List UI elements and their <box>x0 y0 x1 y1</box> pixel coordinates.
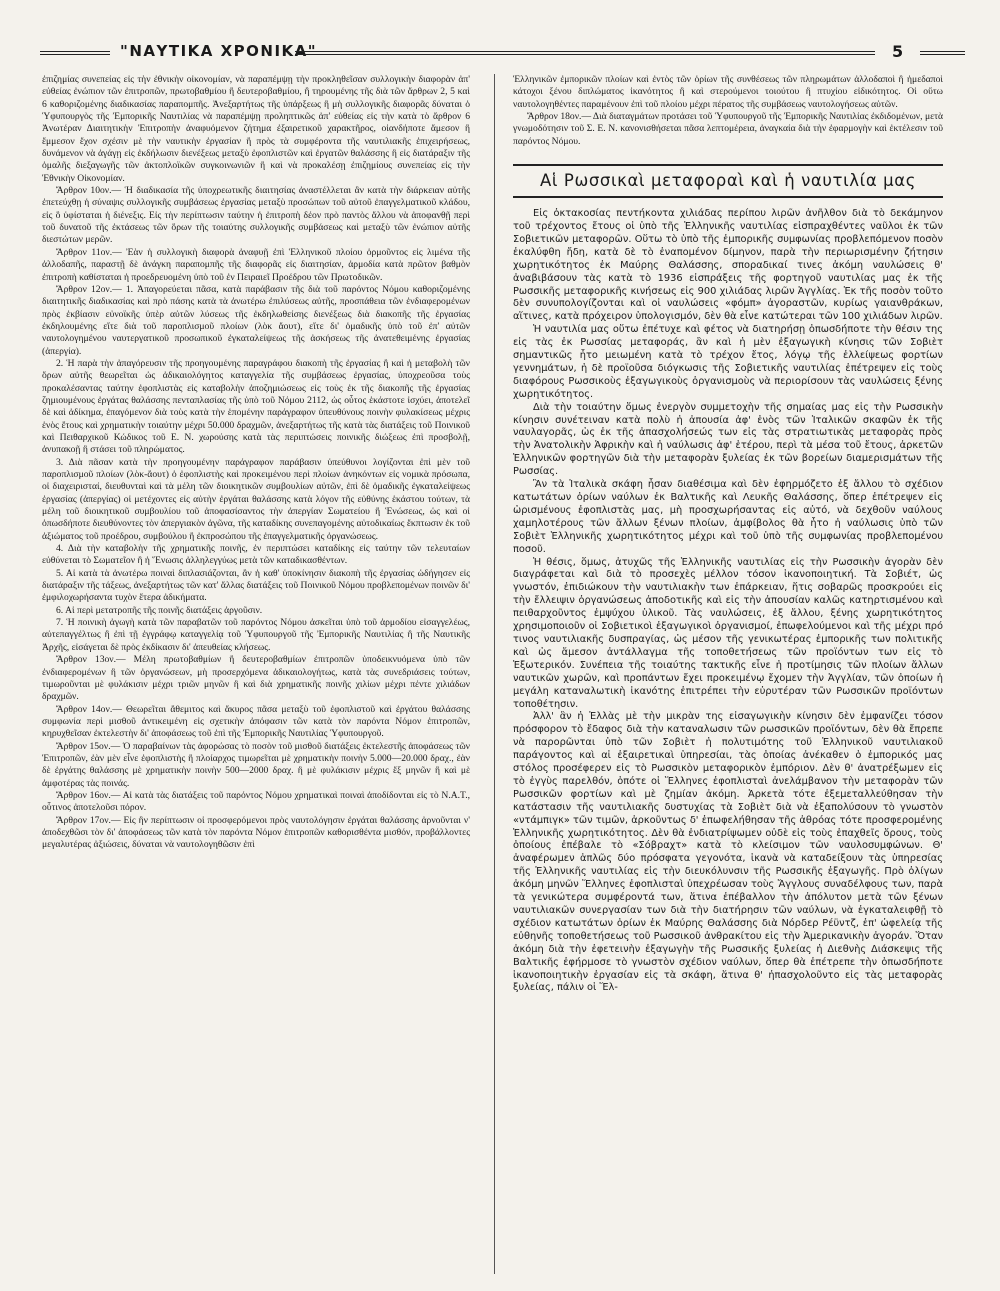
law-paragraph: ἐπιζημίας συνεπείας εἰς τὴν ἐθνικὴν οἰκονομίαν, νὰ παραπέμψῃ τὴν προκληθεῖσαν συλλογικὴν διαφορὰν ἀπ' εὐθείας ἐνώπιον τῶν ἐπιτροπῶν, πρωτοβαθμίου ἢ δευτεροβαθμίου, ἢ τηρουμένης τῆς διὰ τῶν ἄρθρων 2, 5 καὶ 6 καθοριζομένης διαδικασίας παραπομπῆς. Ἀνεξαρτήτως τῆς ὑπάρξεως ἢ μὴ συλλογικῆς διαφορᾶς δύναται ὁ Ὑφυπουργὸς τῆς Ἐμπορικῆς Ναυτιλίας νὰ παραπέμψῃ προληπτικῶς ἀπ' εὐθείας εἰς τὴν κατὰ τὸ ἄρθρον 6 Ἀνωτέραν Διαιτητικὴν Ἐπιτροπὴν ἀναφυόμενον ζήτημα ἐξαιρετικοῦ χαρακτῆρος, οἱανδήποτε ἄμεσον ἢ ἔμμεσον ἔχον σχέσιν μὲ τὴν ναυτικὴν ἐργασίαν ἢ πρὸς τὰ συμφέροντα τῆς ναυτιλιακῆς ἐπιχειρήσεως, δυνάμενον νὰ ἀγάγῃ εἰς ἐκδήλωσιν διενέξεως μεταξὺ ἐφοπλιστῶν καὶ ἐργατῶν θαλάσσης ἢ εἰς διατάραξιν τῆς ὁμαλῆς διεξαγωγῆς τῶν ἀκτοπλοϊκῶν συγκοινωνιῶν ἢ καὶ νὰ προκαλέσῃ ἐπιζημίους συνεπείας εἰς τὴν Ἐθνικὴν Οἰκονομίαν. <box>42 74 470 184</box>
law-paragraph: Ἄρθρον 16ον.— Αἱ κατὰ τὰς διατάξεις τοῦ παρόντος Νόμου χρηματικαὶ ποιναὶ ἀποδίδονται εἰς τὸ Ν.Α.Τ., οὗτινος ἀποτελοῦσι πόρον. <box>42 789 470 814</box>
law-paragraph: Ἑλληνικῶν ἐμπορικῶν πλοίων καὶ ἐντὸς τῶν ὁρίων τῆς συνθέσεως τῶν πληρωμάτων ἀλλοδαποὶ ἢ ἡμεδαποὶ κάτοχοι ξένου διπλώματος ἱκανότητος ἢ καὶ στερούμενοι τοιούτου ἢ πτυχίου εἰδικότητος. Οἱ οὕτω ναυτολογηθέντες παραμένουν ἐπὶ τοῦ πλοίου μέχρι πέρατος τῆς συμβάσεως ναυτολογήσεως αὐτῶν. <box>513 74 943 110</box>
article-paragraph: Ἀλλ' ἂν ἡ Ἑλλὰς μὲ τὴν μικρὰν της εἰσαγωγικὴν κίνησιν δὲν ἐμφανίζει τόσον πρόσφορον τὸ ἔδαφος διὰ τὴν καταναλωσιν τῶν ρωσσικῶν προϊόντων, δὲν θὰ ἔπρεπε νὰ παρορῶνται ὑπὸ τῶν Σοβιὲτ ἡ πολυτιμότης τοῦ Ἑλληνικοῦ ναυτιλιακοῦ παράγοντος καὶ αἱ ἐξαιρετικαὶ ὑπηρεσίαι, τὰς ὁποίας ἀνέκαθεν ὁ ἐμπορικός μας στόλος προσέφερεν εἰς τὸ Ρωσσικὸν μεταφορικὸν ἐμπόριον. Δὲν θ' ἀνατρέξωμεν εἰς τὸ ἐγγὺς παρελθόν, ὁπότε οἱ Ἕλληνες ἐφοπλισταὶ ἀνελάμβανον τὴν μεταφορὰν τῶν Ρωσσικῶν φορτίων καὶ μὲ ζημίαν ἀκόμη. Ἀρκετὰ τότε ἐξεμεταλλεύθησαν τὴν κατάστασιν τῆς ναυτιλιακῆς δυστυχίας τὰ Σοβιὲτ διὰ νὰ ἐξαπολύσουν τὸ γνωστὸν «ντάμπιγκ» τῶν τιμῶν, ἀρκοῦντως δ' ἐπωφελήθησαν τῆς ἀθρόας τότε προσφερομένης Ἑλληνικῆς χωρητικότητος. Δὲν θὰ ἐνδιατρίψωμεν οὐδὲ εἰς τοὺς ἐπαχθεῖς ὅρους, τοὺς ὁποίους ἐπέβαλε τὸ «Σόβραχτ» κατὰ τὸ κλείσιμον τῶν ναυλοσυμφώνων. Θ' ἀναφέρωμεν ἁπλῶς δύο πρόσφατα γεγονότα, ἱκανὰ νὰ καταδείξουν τὰς ὑπηρεσίας τῆς Ἑλληνικῆς ναυτιλίας εἰς τὴν διευκόλυνσιν τῆς Ρωσσικῆς ἐξαγωγῆς. Πρὸ ὀλίγων ἀκόμη μηνῶν Ἕλληνες ἐφοπλισταὶ ὑπεχρέωσαν τοὺς Ἄγγλους συναδέλφους των, παρὰ τὰ γενικώτερα συμφέροντά των, ἅτινα ἐπέβαλλον τὴν ἀπόλυτον μετὰ τῶν ξένων ναυτιλιακῶν συνεργασίαν των διὰ τὴν διατήρησιν τῶν ναύλων, νὰ ἐγκαταλειφθῇ τὸ σχέδιον κατωτάτων ὁρίων ἐκ Μαύρης Θαλάσσης διὰ Νόρδερ Ρέϋντζ, ἐπ' ὠφελείᾳ τῆς εὐθηνῆς τοποθετήσεως τοῦ Ρωσσικοῦ ἀνθρακίτου εἰς τὴν Ἀμερικανικὴν ἀγοράν. Ὅταν ἀκόμη διὰ τὴν ἐφετεινὴν ἐξαγωγὴν τῆς Ρωσσικῆς ξυλείας ἡ Διεθνὴς Διάσκεψις τῆς Βαλτικῆς ἐφήρμοσε τὸ γνωστὸν σχέδιον ναύλων, ὅπερ θὰ ἐπέτρεπε τὴν ὁπωσδήποτε ἱκανοποιητικὴν ἐργασίαν εἰς τὰ σκάφη, ἅτινα θ' ἠπασχολοῦντο εἰς τὰς μεταφορὰς ξυλείας, πάλιν οἱ Ἕλ- <box>513 711 943 994</box>
article-headline: Αἱ Ρωσσικαὶ μεταφοραὶ καὶ ἡ ναυτιλία μας <box>513 164 943 198</box>
law-paragraph: Ἄρθρον 10ον.— Ἡ διαδικασία τῆς ὑποχρεωτικῆς διαιτησίας ἀναστέλλεται ἂν κατὰ τὴν διάρκειαν αὐτῆς ἐπετεύχθῃ ἡ σύναψις συλλογικῆς συμβάσεως ἐργασίας μεταξὺ προσώπων τοῦ αὐτοῦ ἐπαγγελματικοῦ κλάδου, εἰς ὃ ὑφίσταται ἡ διένεξις. Εἰς τὴν περίπτωσιν ταύτην ἡ ἐπιτροπὴ δέον πρὸ παντὸς ἄλλου νὰ ἀποφανθῇ περὶ τοῦ δυνατοῦ τῆς ἐκτάσεως τῶν ὅρων τῆς τοιαύτης συλλογικῆς συμβάσεως καὶ μεταξὺ τῶν ἐνώπιον αὐτῆς διεστώτων μερῶν. <box>42 185 470 246</box>
masthead <box>40 42 965 66</box>
masthead-rule-middle <box>295 51 875 55</box>
law-paragraph: 6. Αἱ περὶ μετατροπῆς τῆς ποινῆς διατάξεις ἀργοῦσιν. <box>56 604 263 616</box>
column-divider <box>494 74 495 1274</box>
law-paragraph: Ἄρθρον 15ον.— Ὁ παραβαίνων τὰς ἀφορώσας τὸ ποσὸν τοῦ μισθοῦ διατάξεις ἐκτελεστῆς ἀποφάσεως τῶν Ἐπιτροπῶν, ἐὰν μὲν εἶνε ἐφοπλιστὴς ἢ πλοίαρχος τιμωρεῖται μὲ χρηματικὴν ποινὴν 5.000—20.000 δραχ., ἐὰν δὲ ἐργάτης θαλάσσης μὲ χρηματικὴν ποινὴν 500—2000 δραχ. ἢ μὲ φυλάκισιν μέχρις ἕξ μηνῶν ἢ καὶ μὲ ἀμφοτέρας τὰς ποινάς. <box>42 740 470 789</box>
law-paragraph: 3. Διὰ πᾶσαν κατὰ τὴν προηγουμένην παράγραφον παράβασιν ὑπεύθυνοι λογίζονται ἐπὶ μὲν τοῦ παροπλισμοῦ πλοίων (λὸκ-ἄουτ) ὁ ἐφοπλιστὴς καὶ προκειμένου περὶ πλοίων ἀνηκόντων εἰς νομικὰ πρόσωπα, οἱ διαχειρισταί, διευθυνταὶ καὶ τὰ μέλη τῶν διοικητικῶν συμβουλίων αὐτῶν, ἐπὶ δὲ ὁμαδικῆς ἐγκαταλείψεως ἐργασίας (ἀπεργίας) οἱ μετέχοντες εἰς αὐτὴν ἐργάται θαλάσσης κατὰ λόγον τῆς εὐθύνης ἑκάστου τούτων, τὰ μέλη τοῦ διοικητικοῦ συμβουλίου τοῦ ἀποφασίσαντος τὴν ἀπεργίαν Σωματείου ἢ Ἑνώσεως, ὡς καὶ οἱ ὁπωσδήποτε διευθύνοντες τὸν ἀπεργιακὸν ἀγῶνα, τῆς καταδίκης συνεπαγομένης αὐτοδικαίως ἔκπτωσιν ἐκ τοῦ ἀξιώματος τοῦ προέδρου, συμβούλου ἢ ἐκπροσώπου τῆς ἐπαγγελματικῆς ὀργανώσεως. <box>42 456 470 542</box>
left-column <box>42 74 470 1274</box>
law-paragraph: 7. Ἡ ποινικὴ ἀγωγὴ κατὰ τῶν παραβατῶν τοῦ παρόντος Νόμου ἀσκεῖται ὑπὸ τοῦ ἁρμοδίου εἰσαγγελέως, αὐτεπαγγέλτως ἢ ἐπὶ τῇ ἐγγράφῳ καταγγελίᾳ τοῦ Ὑφυπουργοῦ τῆς Ἐμπορικῆς Ναυτιλίας ἢ τῆς Ναυτικῆς Ἀρχῆς, εἰσάγεται δὲ πρὸς ἐκδίκασιν δι' ἀπευθείας κλήσεως. <box>42 617 470 653</box>
law-paragraph: 4. Διὰ τὴν καταβολὴν τῆς χρηματικῆς ποινῆς, ἐν περιπτώσει καταδίκης εἰς ταύτην τῶν τελευταίων εὐθύνεται τὸ Σωματεῖον ἢ ἡ Ἕνωσις ἀλληλεγγύως μετὰ τῶν καταδικασθέντων. <box>42 543 470 567</box>
article-paragraph: Ἡ ναυτιλία μας οὕτω ἐπέτυχε καὶ φέτος νὰ διατηρήσῃ ὁπωσδήποτε τὴν θέσιν της εἰς τὰς ἐκ Ρωσσίας μεταφοράς, ἂν καὶ ἡ μὲν ἐξαγωγικὴ κίνησις τῶν Σοβιὲτ σημαντικῶς ἦτο μειωμένη κατὰ τὸ τρέχον ἔτος, λόγῳ τῆς ἐλλείψεως φορτίων γεννημάτων, ἡ δὲ προϊοῦσα διόγκωσις τῆς Σοβιετικῆς ναυτιλίας ἐπέτρεψεν εἰς τοὺς διαφόρους Ρωσσικοὺς ἐξαγωγικοὺς ὀργανισμοὺς νὰ περιορίσουν τὰς ναυλώσεις ξένης χωρητικότητος. <box>513 324 943 400</box>
law-paragraph: 5. Αἱ κατὰ τὰ ἀνωτέρω ποιναὶ διπλασιάζονται, ἂν ἡ καθ' ὑποκίνησιν διακοπὴ τῆς ἐργασίας ὡδήγησεν εἰς διατάραξιν τῆς τάξεως, ἀνεξαρτήτως τῶν κατ' ἄλλας διατάξεις τοῦ Ποινικοῦ Νόμου προβλεπομένων ποινῶν δι' ἐμφιλοχωρήσαντα τυχὸν ἕτερα ἀδικήματα. <box>42 567 470 604</box>
law-paragraph: Ἄρθρον 12ον.— 1. Ἀπαγορεύεται πᾶσα, κατὰ παράβασιν τῆς διὰ τοῦ παρόντος Νόμου καθοριζομένης διαιτητικῆς διαδικασίας καὶ πρὸ πάσης κατὰ τὰ ἀνωτέρω ἐπιλύσεως αὐτῆς, προσπάθεια τῶν ἐνδιαφερομένων πρὸς ἐκβίασιν εὐνοϊκῆς ὑπὲρ αὐτῶν λύσεως τῆς ἐκδηλωθείσης διενέξεως διὰ διακοπῆς τῆς ἐργασίας ἐκδηλουμένης εἴτε διὰ τοῦ παροπλισμοῦ πλοίων (λὸκ ἄουτ), εἴτε δι' ὁμαδικῆς ὑπὸ τοῦ ἐπ' αὐτῶν ναυτολογημένου ναυτεργατικοῦ προσωπικοῦ ἐγκαταλείψεως τῆς ἀσκήσεως τῆς ἀνατεθειμένης ἐργασίας (ἀπεργία). <box>42 283 470 357</box>
article-paragraph: Ἂν τὰ Ἰταλικὰ σκάφη ἦσαν διαθέσιμα καὶ δὲν ἐφηρμόζετο ἐξ ἄλλου τὸ σχέδιον κατωτάτων ὁρίων ναύλων ἐκ Βαλτικῆς καὶ Λευκῆς Θαλάσσης, ὅπερ ἐπέτρεψεν εἰς ὡρισμένους ἐφοπλιστὰς μας, μὴ προσχωρήσαντας εἰς αὐτό, νὰ δεχθοῦν ναύλους χαμηλοτέρους τῶν ἄλλων ξένων πλοίων, ἀμφίβολος θὰ ἦτο ἡ ναύλωσις ὑπὸ τῶν Σοβιὲτ Ἑλληνικῆς χωρητικότητος μέχρι καὶ τοῦ ὑπὸ τῆς συμφωνίας προβλεπομένου ποσοῦ. <box>513 479 943 555</box>
article-body <box>513 208 943 995</box>
article-paragraph: Εἰς ὀκτακοσίας πεντήκοντα χιλιάδας περίπου λιρῶν ἀνῆλθον διὰ τὸ δεκάμηνον τοῦ τρέχοντος ἔτους οἱ ὑπὸ τῆς Ἑλληνικῆς ναυτιλίας εἰσπραχθέντες ναῦλοι ἐκ τῶν Σοβιετικῶν μεταφορῶν. Οὕτω τὸ ὑπὸ τῆς ἐμπορικῆς συμφωνίας προβλεπόμενον ποσὸν ἐκαλύφθη ἤδη, κατὰ δὲ τὸ ἐναπομένον δίμηνον, παρὰ τὴν περιωρισμένην ζήτησιν χωρητικότητος ἐκ Μαύρης Θαλάσσης, σποραδικαί τινες ἀκόμη ναυλώσεις θ' ἀναβιβάσουν τὰς κατὰ τὸ 1936 εἰσπράξεις τῆς φορτηγοῦ ναυτιλίας μας ἐκ τῆς Ρωσσικῆς μεταφορικῆς κινήσεως εἰς 900 χιλιάδας λιρῶν Ἀγγλίας. Ἐκ τῆς ποσὸν τοῦτο δὲν συνυπολογίζονται καὶ οἱ ναυλώσεις «φόμπ» ἀγοραστῶν, κυρίως γαιανθράκων, αἵτινες, κατὰ πρόχειρον ὑπολογισμόν, δὲν θὰ εἶνε κατώτεραι τῶν 100 χιλιάδων λιρῶν. <box>513 208 943 323</box>
law-paragraph: 2. Ἡ παρὰ τὴν ἀπαγόρευσιν τῆς προηγουμένης παραγράφου διακοπὴ τῆς ἐργασίας ἢ καὶ ἡ μεταβολὴ τῶν ὅρων αὐτῆς θεωρεῖται ὡς ἀδικαιολόγητος καταγγελία τῆς συμβάσεως ἐργασίας, ὑποχρεοῦσα τοὺς προκαλέσαντας ταύτην ἐφοπλιστὰς εἰς καταβολὴν ἀποζημιώσεως εἰς τοὺς ἐκ τῆς διακοπῆς τῆς ἐργασίας ζημιουμένους ἐργάτας θαλάσσης πενταπλασίας τῆς ὑπὸ τοῦ Νόμου 2112, ὡς οὗτος ἑκάστοτε ἰσχύει, ἀποτελεῖ δὲ καὶ ἀδίκημα, ἐπαγόμενον διὰ τοὺς κατὰ τὴν ἑπομένην παράγραφον ὑπευθύνους ποινὴν φυλακίσεως μέχρις ἑνὸς ἔτους καὶ χρηματικὴν τοιαύτην μέχρι 50.000 δραχμῶν, ἀνεξαρτήτως τῆς κατὰ τὰς διατάξεις τοῦ Ποινικοῦ καὶ Πειθαρχικοῦ Κώδικος τοῦ Ε. Ν. χωρούσης κατὰ τὰς περιπτώσεις ποινικῆς διώξεως ἐπὶ προσβολῇ, ἀνυπακοῇ ἢ στάσει τοῦ πληρώματος. <box>42 357 470 456</box>
law-paragraph: Ἄρθρον 18ον.— Διὰ διαταγμάτων προτάσει τοῦ Ὑφυπουργοῦ τῆς Ἐμπορικῆς Ναυτιλίας ἐκδιδομένων, μετὰ γνωμοδότησιν τοῦ Σ. Ε. Ν. κανονισθήσεται πᾶσα λεπτομέρεια, ἀναγκαία διὰ τὴν ἐφαρμογὴν καὶ ἐκτέλεσιν τοῦ παρόντος Νόμου. <box>513 111 943 147</box>
right-column <box>513 74 943 1274</box>
article-paragraph: Ἡ θέσις, ὅμως, ἀτυχῶς τῆς Ἑλληνικῆς ναυτιλίας εἰς τὴν Ρωσσικὴν ἀγορὰν δὲν διαγράφεται καὶ διὰ τὸ προσεχὲς μέλλον τόσον ἱκανοποιητική. Τὰ Σοβιέτ, ὡς γνωστόν, ἐπιδιώκουν τὴν ναυτιλιακὴν των ἐπάρκειαν, ἥτις σοβαρῶς προσκρούει εἰς τὴν ἔλλειψιν ὀργανώσεως ἀποδοτικῆς καὶ εἰς τὴν ἀπουσίαν καλῶς κατηρτισμένου καὶ πειθαρχοῦντος ἐμψύχου ὑλικοῦ. Τὰς ναυλώσεις, ἐξ ἄλλου, ξένης χωρητικότητος χρησιμοποιοῦν οἱ Σοβιετικοὶ ἐξαγωγικοὶ ὀργανισμοί, ἐπωφελούμενοι καὶ τῆς μέχρι πρό τινος ναυτιλιακῆς δυσπραγίας, ὡς μέσον τῆς γενικωτέρας ἐμπορικῆς των πολιτικῆς καὶ ὡς ἄμεσον ἀντάλλαγμα τῆς τοποθετήσεως τῶν προϊόντων των εἰς τὸ Ἐξωτερικόν. Συνέπεια τῆς τοιαύτης τακτικῆς εἶνε ἡ προτίμησις τῶν πλοίων ἄλλων ναυτικῶν χωρῶν, καὶ προπάντων ἔχει προκειμένῳ ἔχομεν τὴν Ἀγγλίαν, τῶν ὁποίων ἡ μεγάλη καταναλωτικὴ ἱκανότης ἐπιτρέπει τὴν εὐρυτέραν τῶν Ρωσσικῶν προϊόντων τοποθέτησιν. <box>513 556 943 710</box>
masthead-rule-right <box>920 51 965 55</box>
law-paragraph: Ἄρθρον 14ον.— Θεωρεῖται ἄθεμιτος καὶ ἄκυρος πᾶσα μεταξὺ τοῦ ἐφοπλιστοῦ καὶ ἐργάτου θαλάσσης συμφωνία περὶ μισθοῦ ἀντικειμένη εἰς σχετικὴν ἀπόφασιν τῶν κατὰ τὸν παρόντα Νόμον ἐπιτροπῶν, κηρυχθεῖσαν ἐκτελεστὴν δι' ἀποφάσεως τοῦ ἐπὶ τῆς Ἐμπορικῆς Ναυτιλίας Ὑφυπουργοῦ. <box>42 703 470 740</box>
page-number: 5 <box>892 42 904 61</box>
law-paragraph: Ἄρθρον 17ον.— Εἰς ἣν περίπτωσιν οἱ προσφερόμενοι πρὸς ναυτολόγησιν ἐργάται θαλάσσης ἀρνοῦνται ν' ἀποδεχθῶσι τὸν δι' ἀποφάσεως τῶν κατὰ τὸν παρόντα Νόμον ἐπιτροπῶν καθορισθέντα μισθόν, προβάλλοντες μεγαλυτέρας ἀξιώσεις, δύναται νὰ ναυτολογηθῶσιν ἐπὶ <box>42 814 470 851</box>
journal-title: "ΝΑΥΤΙΚΑ ΧΡΟΝΙΚΑ" <box>120 42 318 60</box>
article-paragraph: Διὰ τὴν τοιαύτην ὅμως ἐνεργὸν συμμετοχὴν τῆς σημαίας μας εἰς τὴν Ρωσσικὴν κίνησιν συνέτειναν κατὰ πολὺ ἡ ἀπουσία ἀφ' ἑνὸς τῶν Ἰταλικῶν σκαφῶν ἐκ τῆς ναυλαγορᾶς, ὡς ἐκ τῆς ἀπασχολήσεώς των εἰς τὰς στρατιωτικὰς μεταφορὰς πρὸς τὴν Ἀνατολικὴν Ἀφρικὴν καὶ ἡ ναύλωσις ἀφ' ἑτέρου, περὶ τὰ μέσα τοῦ ἔτους, ἀρκετῶν Ἑλληνικῶν φορτηγῶν διὰ τὴν μεταφορὰν ξυλείας ἐκ τῶν βορείων διαμερισμάτων τῆς Ρωσσίας. <box>513 401 943 478</box>
masthead-rule-left <box>40 51 110 55</box>
law-paragraph: Ἄρθρον 11ον.— Ἐὰν ἡ συλλογικὴ διαφορὰ ἀναφυῇ ἐπὶ Ἑλληνικοῦ πλοίου ὁρμοῦντος εἰς λιμένα τῆς ἀλλοδαπῆς, παραστῇ δὲ ἀνάγκη παραπομπῆς τῆς διαφορᾶς εἰς διαιτησίαν, ἁρμοδία κατὰ πρῶτον βαθμὸν ἐπιτροπὴ καθίσταται ἡ προεδρευομένη ὑπὸ τοῦ ἐν Πειραιεῖ Προέδρου τῶν Πρωτοδικῶν. <box>42 246 470 283</box>
law-paragraph: Ἄρθρον 13ον.— Μέλη πρωτοβαθμίων ἢ δευτεροβαθμίων ἐπιτροπῶν ὑποδεικνυόμενα ὑπὸ τῶν ἐνδιαφερομένων ἢ τῶν ὀργανώσεων, μὴ προσερχόμενα ἀδικαιολογήτως, κατὰ τὰς συνεδριάσεις τούτων, τιμωροῦνται μὲ φυλάκισιν μέχρι τριῶν μηνῶν ἢ καὶ διὰ χρηματικῆς ποινῆς χιλίων μέχρι πέντε χιλιάδων δραχμῶν. <box>42 654 470 703</box>
